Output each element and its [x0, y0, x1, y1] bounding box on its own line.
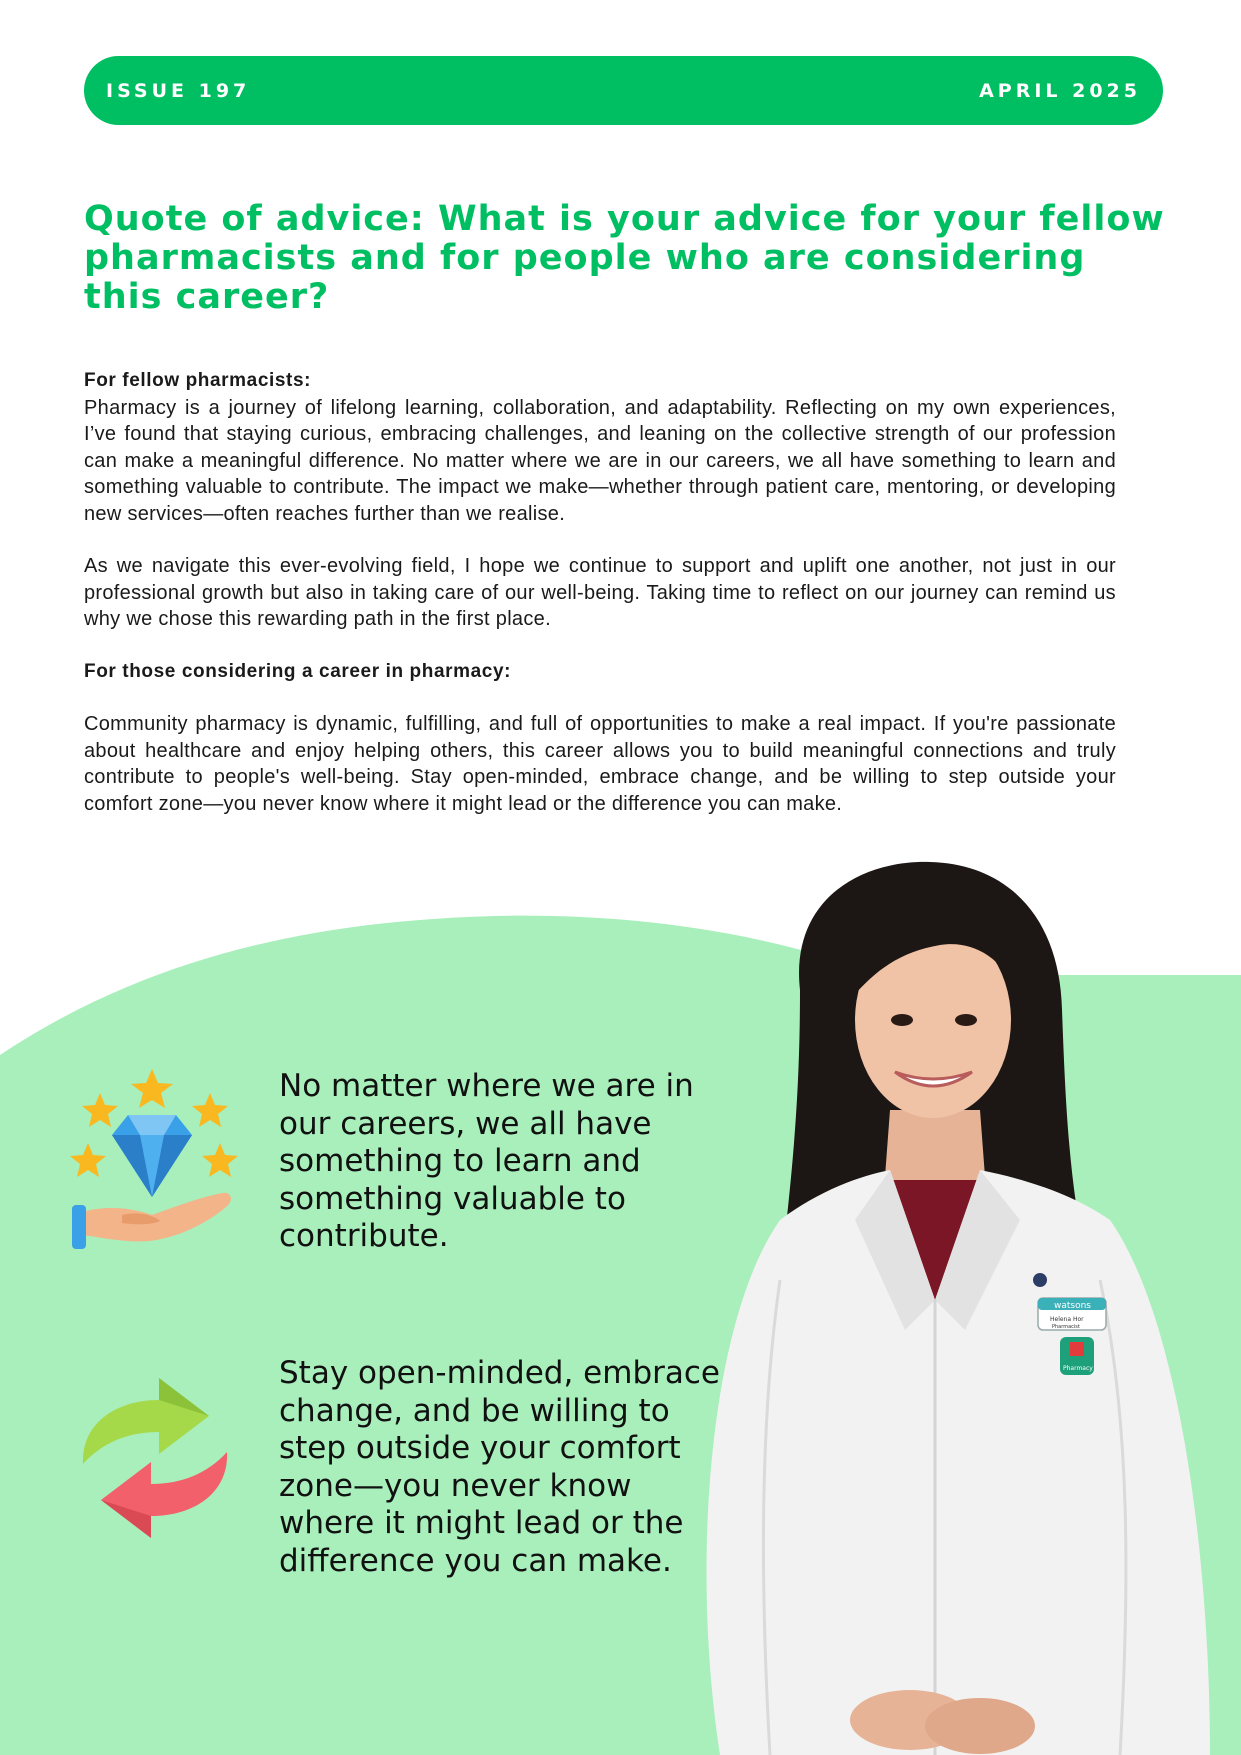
diamond-in-hand-icon: [62, 1065, 242, 1255]
section-heading: For those considering a career in pharmacy:: [84, 660, 512, 682]
pharmacist-portrait: [650, 860, 1241, 1755]
badge-brand: watsons: [1054, 1301, 1091, 1311]
issue-date: APRIL 2025: [979, 79, 1141, 102]
pull-quote: Stay open-minded, embrace change, and be willing to step outside your comfort zone—you never know where it might lead or the difference you can make.: [279, 1355, 720, 1579]
page-title: Quote of advice: What is your advice for your fellow pharmacists and for people who are considering this career?: [84, 199, 1165, 317]
issue-number: ISSUE 197: [106, 79, 251, 102]
header-bar: [84, 56, 1163, 125]
paragraph: As we navigate this ever-evolving field, I hope we continue to support and uplift one another, not just in our professional growth but also in taking care of our well-being. Taking time to reflect on our journey can remind us why we chose this rewarding path in the first place.: [84, 555, 1116, 630]
pull-quote: No matter where we are in our careers, we all have something to learn and something valuable to contribute.: [279, 1068, 694, 1254]
section-heading: For fellow pharmacists:: [84, 370, 312, 391]
refresh-arrows-icon: [75, 1372, 235, 1552]
badge-name: Helena Hor: [1050, 1316, 1084, 1323]
badge-role: Pharmacist: [1052, 1324, 1080, 1330]
paragraph: Pharmacy is a journey of lifelong learning, collaboration, and adaptability. Reflecting on my own experiences, I’ve found that staying curious, embracing challenges, and leaning on the collective strength of our profession can make a meaningful difference. No matter where we are in our careers, we all have something to learn and something valuable to contribute. The impact we make—whether through patient care, mentoring, or developing new services—often reaches further than we realise.: [84, 396, 1116, 525]
article-body: [84, 368, 1116, 817]
paragraph: Community pharmacy is dynamic, fulfilling, and full of opportunities to make a real impact. If you're passionate about healthcare and enjoy helping others, this career allows you to build meaningful connections and truly contribute to people's well-being. Stay open-minded, embrace change, and be willing to step outside your comfort zone—you never know where it might lead or the difference you can make.: [84, 713, 1116, 815]
patch-text: Pharmacy: [1063, 1365, 1093, 1372]
